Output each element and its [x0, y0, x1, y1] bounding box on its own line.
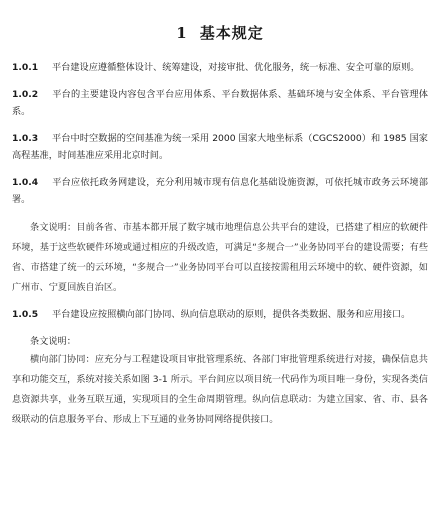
clause-text: 平台的主要建设内容包含平台应用体系、平台数据体系、基础环境与安全体系、平台管理体系。 [12, 89, 428, 117]
clause-text: 平台建设应遵循整体设计、统筹建设，对接审批、优化服务，统一标准、安全可靠的原则。 [52, 62, 420, 73]
clause-1-0-5 [12, 306, 428, 323]
clause-1-0-2 [12, 86, 428, 120]
clause-text: 平台建设应按照横向部门协同、纵向信息联动的原则，提供各类数据、服务和应用接口。 [52, 309, 411, 320]
clause-text: 平台中时空数据的空间基准为统一采用 2000 国家大地坐标系（CGCS2000）和 1985 国家高程基准，时间基准应采用北京时间。 [12, 133, 428, 161]
clause-number: 1.0.1 [12, 62, 39, 73]
clause-1-0-1 [12, 59, 428, 76]
clause-1-0-3 [12, 130, 428, 164]
clause-number: 1.0.5 [12, 309, 39, 320]
chapter-title-text: 基本规定 [199, 24, 264, 42]
clause-explanation-1-0-5: 横向部门协同：应充分与工程建设项目审批管理系统、各部门审批管理系统进行对接，确保信息共享和功能交互，系统对接关系如图 3-1 所示。平台间应以项目统一代码作为项目唯一身份，实现各类信息资源共享，业务互联互通，实现项目的全生命周期管理。纵向信息联动：为建立国家、省、市、县各级联动的信息服务平台、形成上下互通的业务协同网络提供接口。 [12, 354, 428, 425]
clause-text: 平台应依托政务网建设，充分利用城市现有信息化基础设施资源，可依托城市政务云环境部署。 [12, 177, 428, 205]
clause-1-0-4 [12, 174, 428, 208]
clause-explanation-1-0-4: 条文说明：目前各省、市基本都开展了数字城市地理信息公共平台的建设，已搭建了相应的软硬件环境，基于这些软硬件环境或通过相应的升级改造，可满足“多规合一”业务协同平台的建设需要；有些省、市搭建了统一的云环境，“多规合一”业务协同平台可以直接按需租用云环境中的软、硬件资源，如广州市、宁夏回族自治区。 [12, 222, 428, 293]
clause-number: 1.0.4 [12, 177, 39, 188]
chapter-title [12, 22, 428, 43]
clause-explanation-heading: 条文说明： [30, 336, 76, 347]
clause-number: 1.0.3 [12, 133, 39, 144]
clause-number: 1.0.2 [12, 89, 39, 100]
chapter-number: 1 [176, 24, 188, 42]
